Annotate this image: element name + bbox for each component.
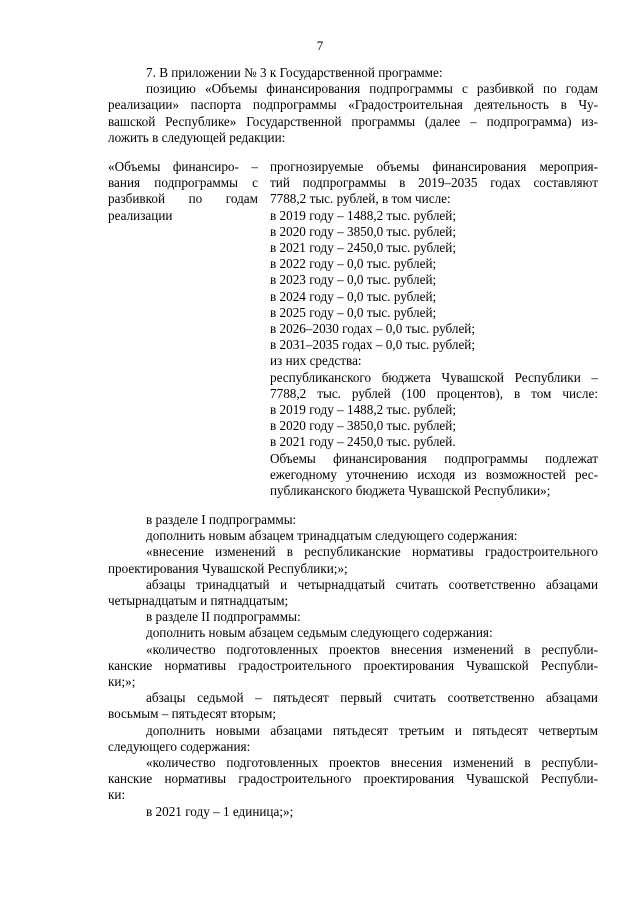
table-value-line: в 2022 году – 0,0 тыс. рублей;: [270, 256, 437, 272]
intro-heading: 7. В приложении № 3 к Государственной программе:: [146, 65, 443, 80]
body-line: в разделе I подпрограммы:: [146, 512, 297, 527]
table-label-line: разбивкой по годам: [108, 191, 258, 207]
intro-line: вашской Республике» Государственной программы (далее – подпрограмма) из-: [108, 113, 598, 129]
table-value-line: республиканского бюджета Чувашской Республики –: [270, 369, 598, 385]
body-line: следующего содержания:: [108, 738, 251, 754]
body-line: проектирования Чувашской Республики;»;: [108, 560, 348, 576]
table-value-line: в 2031–2035 годах – 0,0 тыс. рублей;: [270, 337, 476, 353]
body-line: ки:: [108, 787, 126, 803]
table-value-line: в 2026–2030 годах – 0,0 тыс. рублей;: [270, 321, 476, 337]
table-value-line: в 2020 году – 3850,0 тыс. рублей;: [270, 418, 456, 434]
amendments-section: [108, 512, 598, 820]
intro-paragraph: [108, 81, 598, 146]
body-line: дополнить новым абзацем седьмым следующего содержания:: [146, 625, 493, 641]
table-value-line: 7788,2 тыс. рублей, в том числе:: [270, 191, 451, 207]
body-line: абзацы седьмой – пятьдесят первый считать соответственно абзацами: [146, 690, 598, 706]
table-value-line: в 2019 году – 1488,2 тыс. рублей;: [270, 207, 456, 223]
table-value-line: в 2021 году – 2450,0 тыс. рублей.: [270, 434, 456, 450]
table-label-line: вания подпрограммы с: [108, 175, 258, 191]
body-line: «количество подготовленных проектов внесения изменений в республи-: [146, 641, 598, 657]
body-line: канские нормативы градостроительного проектирования Чувашской Республи-: [108, 771, 598, 787]
intro-line: позицию «Объемы финансирования подпрограммы с разбивкой по годам: [146, 81, 598, 97]
table-value-line: в 2020 году – 3850,0 тыс. рублей;: [270, 223, 456, 239]
body-line: канские нормативы градостроительного проектирования Чувашской Республи-: [108, 657, 598, 673]
table-value-line: в 2025 году – 0,0 тыс. рублей;: [270, 304, 437, 320]
intro-section: [108, 65, 598, 146]
body-line: четырнадцатым и пятнадцатым;: [108, 593, 289, 609]
table-value-line: в 2023 году – 0,0 тыс. рублей;: [270, 272, 437, 288]
table-value-line: 7788,2 тыс. рублей (100 процентов), в том числе:: [270, 385, 598, 401]
table-value-line: прогнозируемые объемы финансирования мероприя-: [270, 159, 598, 174]
intro-line: реализации» паспорта подпрограммы «Градостроительная деятельность в Чу-: [108, 97, 598, 113]
body-line: ки;»;: [108, 674, 136, 690]
table-label-line: «Объемы финансиро- –: [108, 159, 258, 174]
table-value-line: в 2021 году – 2450,0 тыс. рублей;: [270, 240, 456, 256]
table-value-cell: [270, 159, 598, 499]
table-value-line: в 2019 году – 1488,2 тыс. рублей;: [270, 402, 456, 418]
table-label-cell: [108, 159, 258, 224]
body-line: абзацы тринадцатый и четырнадцатый считать соответственно абзацами: [146, 576, 598, 592]
intro-line: ложить в следующей редакции:: [108, 129, 286, 145]
table-label-line: реализации: [108, 207, 173, 223]
body-line: восьмым – пятьдесят вторым;: [108, 706, 276, 722]
body-line: в 2021 году – 1 единица;»;: [146, 803, 294, 819]
body-line: в разделе II подпрограммы:: [146, 609, 301, 625]
table-value-line: Объемы финансирования подпрограммы подлежат: [270, 450, 598, 466]
table-value-line: ежегодному уточнению исходя из возможностей рес-: [270, 466, 598, 482]
body-line: «количество подготовленных проектов внесения изменений в республи-: [146, 755, 598, 771]
table-value-line: из них средства:: [270, 353, 362, 369]
body-line: «внесение изменений в республиканские нормативы градостроительного: [146, 544, 598, 560]
table-value-line: в 2024 году – 0,0 тыс. рублей;: [270, 288, 437, 304]
body-line: дополнить новыми абзацами пятьдесят третьим и пятьдесят четвертым: [146, 722, 598, 738]
body-line: дополнить новым абзацем тринадцатым следующего содержания:: [146, 528, 518, 544]
table-value-line: тий подпрограммы в 2019–2035 годах составляют: [270, 175, 598, 191]
page-number: 7: [316, 38, 324, 53]
table-value-line: публиканского бюджета Чувашской Республики»;: [270, 483, 551, 499]
